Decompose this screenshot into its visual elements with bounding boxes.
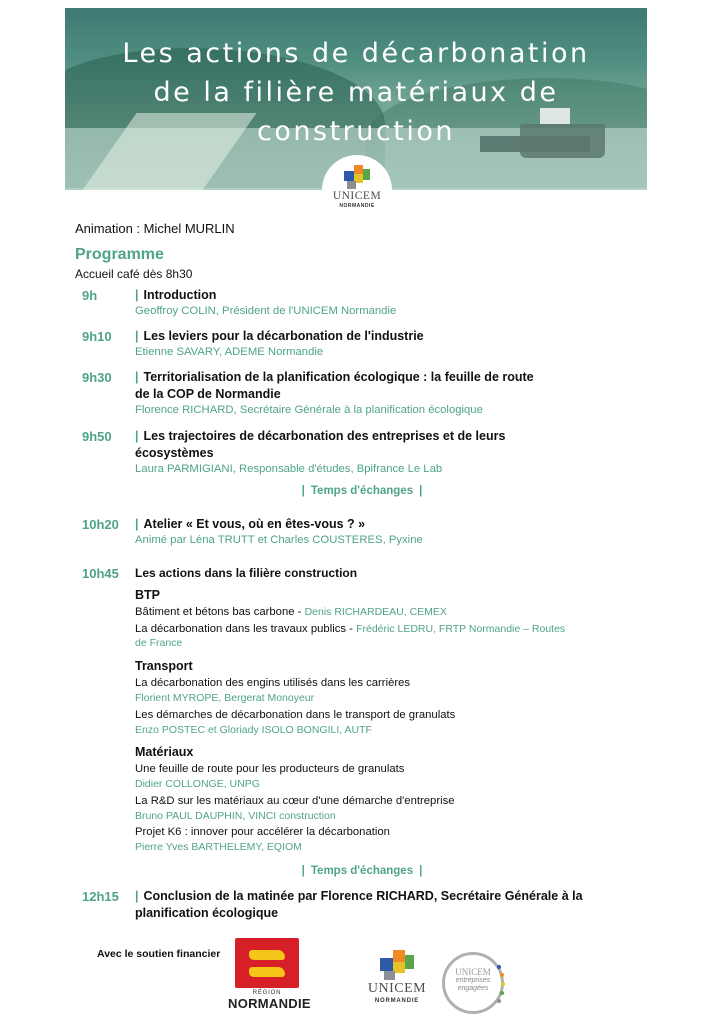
session-title-text: Les leviers pour la décarbonation de l'industrie (143, 329, 424, 343)
separator: | (135, 517, 139, 531)
separator: | (301, 865, 305, 877)
session-time: 9h (82, 288, 98, 303)
normandy-lions-icon (235, 938, 299, 988)
session-time: 9h30 (82, 370, 112, 385)
session-speaker: Laura PARMIGIANI, Responsable d'études, Bpifrance Le Lab (135, 463, 443, 475)
separator: | (135, 288, 139, 302)
ee-name: UNICEM (455, 967, 491, 977)
session-title-text: Introduction (143, 288, 217, 302)
session-title-text: écosystèmes (135, 446, 214, 460)
title-line: de la filière matériaux de (153, 77, 559, 108)
region-small: RÉGION (252, 990, 282, 996)
session-title (135, 516, 605, 533)
session-speaker: Geoffroy COLIN, Président de l'UNICEM Normandie (135, 305, 397, 317)
separator: | (135, 889, 139, 903)
session-title (135, 428, 605, 462)
session-title (135, 888, 605, 922)
title-line: construction (257, 116, 455, 147)
unicem-squares-icon (380, 950, 414, 980)
title-line: Les actions de décarbonation (122, 38, 590, 69)
talk-speaker: Pierre Yves BARTHELEMY, EQIOM (135, 841, 302, 853)
separator: | (135, 429, 139, 443)
talk-title: Bâtiment et bétons bas carbone - (135, 606, 305, 618)
session-time: 12h15 (82, 889, 119, 904)
session-title-text: Territorialisation de la planification écologique : la feuille de route (143, 370, 534, 384)
programme-heading: Programme (75, 246, 164, 263)
talk-speaker: Denis RICHARDEAU, CEMEX (304, 606, 447, 618)
talk-speaker: Florient MYROPE, Bergerat Monoyeur (135, 692, 315, 704)
talk-item (135, 605, 615, 620)
separator: | (135, 370, 139, 384)
separator: | (135, 329, 139, 343)
session-title: Les actions dans la filière construction (135, 566, 358, 580)
session-title (135, 328, 605, 345)
talk-speaker: Didier COLLONGE, UNPG (135, 778, 260, 790)
region-big: NORMANDIE (228, 996, 311, 1011)
separator: | (301, 485, 305, 497)
unicem-logo (362, 950, 432, 1004)
session-title-text: planification écologique (135, 906, 279, 920)
logo-region: NORMANDIE (374, 998, 420, 1004)
talk-speaker: Bruno PAUL DAUPHIN, VINCI construction (135, 810, 336, 822)
session-time: 10h45 (82, 566, 119, 581)
unicem-logo (327, 165, 387, 209)
support-label: Avec le soutien financier (97, 948, 221, 960)
animation-line: Animation : Michel MURLIN (75, 221, 235, 236)
session-title-text: de la COP de Normandie (135, 387, 281, 401)
talk-title: La R&D sur les matériaux au cœur d'une démarche d'entreprise (135, 795, 455, 807)
ee-line: entreprises (455, 977, 491, 984)
talk-speaker: de France (135, 637, 183, 649)
unicem-squares-icon (344, 165, 370, 189)
accueil-line: Accueil café dès 8h30 (75, 267, 193, 281)
section-btp-title: BTP (135, 588, 160, 602)
session-speaker: Florence RICHARD, Secrétaire Générale à la planification écologique (135, 404, 483, 416)
break-text: Temps d'échanges (310, 485, 414, 497)
section-transport-title: Transport (135, 659, 193, 673)
talk-speaker: Enzo POSTEC et Gloriady ISOLO BONGILI, AUTF (135, 724, 372, 736)
talk-title: La décarbonation des engins utilisés dans les carrières (135, 677, 411, 689)
session-title-text: Atelier « Et vous, où en êtes-vous ? » (143, 517, 366, 531)
region-normandie-logo (228, 938, 311, 1016)
entreprises-engagees-logo (442, 952, 504, 1014)
talk-title: Une feuille de route pour les producteurs de granulats (135, 763, 405, 775)
session-title (135, 287, 605, 304)
talk-speaker: Frédéric LEDRU, FRTP Normandie – Routes (356, 623, 566, 635)
session-time: 10h20 (82, 517, 119, 532)
break-text: Temps d'échanges (310, 865, 414, 877)
separator: | (419, 485, 423, 497)
session-speaker: Etienne SAVARY, ADEME Normandie (135, 346, 324, 358)
talk-title: Projet K6 : innover pour accélérer la décarbonation (135, 826, 390, 838)
session-title-text: Les trajectoires de décarbonation des entreprises et de leurs (143, 429, 506, 443)
separator: | (419, 865, 423, 877)
session-time: 9h50 (82, 429, 112, 444)
session-title-text: Conclusion de la matinée par Florence RICHARD, Secrétaire Générale à la (143, 889, 583, 903)
talk-item (135, 622, 615, 637)
break-label (0, 485, 724, 497)
talk-title: Les démarches de décarbonation dans le transport de granulats (135, 709, 456, 721)
section-materiaux-title: Matériaux (135, 745, 194, 759)
logo-name: UNICEM (367, 981, 427, 996)
talk-title: La décarbonation dans les travaux publics - (135, 623, 357, 635)
ee-line: engagées (457, 985, 489, 992)
session-title (135, 369, 605, 403)
session-time: 9h10 (82, 329, 112, 344)
break-label (0, 865, 724, 877)
session-speaker: Animé par Léna TRUTT et Charles COUSTERES, Pyxine (135, 534, 423, 546)
page-title (65, 34, 647, 151)
logo-region: NORMANDIE (339, 203, 375, 209)
logo-name: UNICEM (332, 190, 382, 202)
